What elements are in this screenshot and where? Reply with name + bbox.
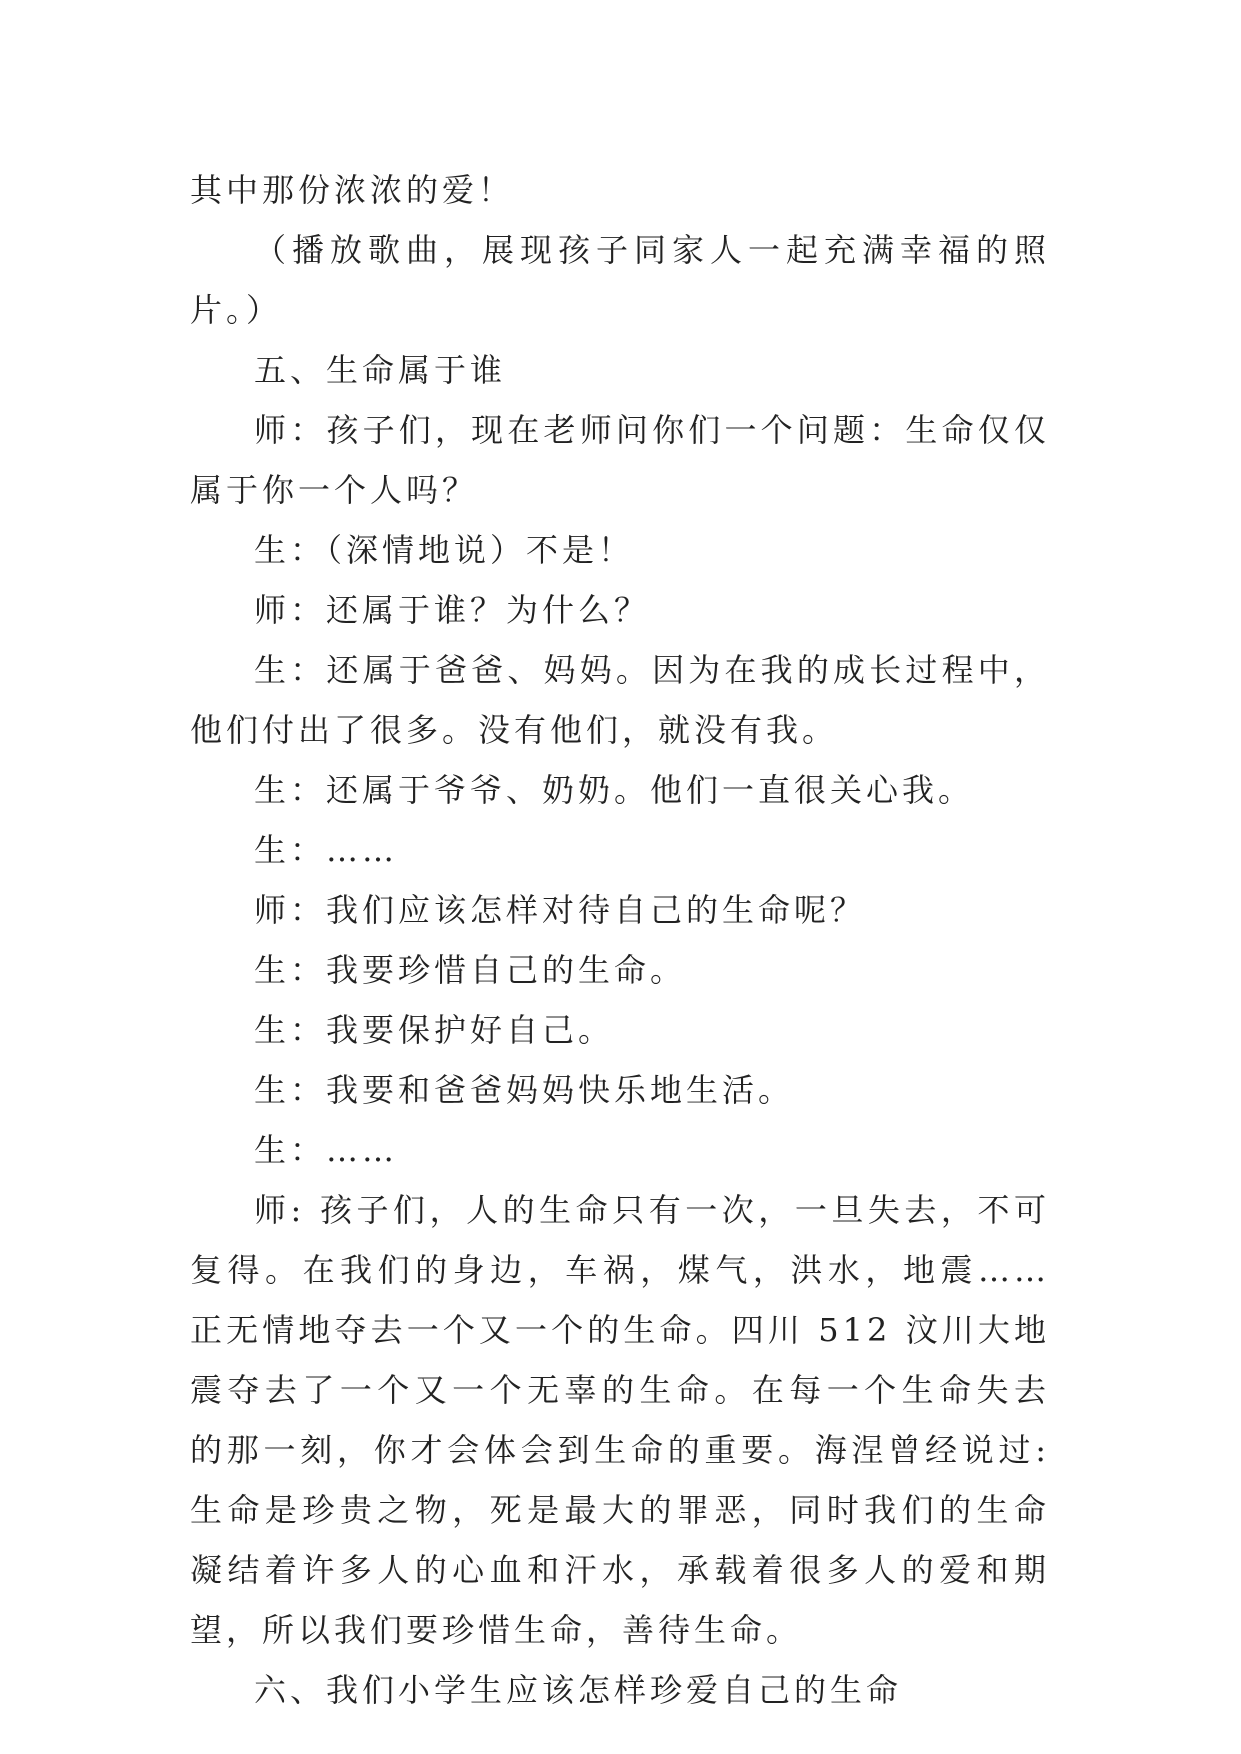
teacher-summary-paragraph: 师: 孩子们，人的生命只有一次，一旦失去，不可复得。在我们的身边，车祸，煤气，洪水，地震……正无情地夺去一个又一个的生命。四川 512 汶川大地震夺去了一个又一个无辜的生命。在每一个生命失去的那一刻，你才会体会到生命的重要。海涅曾经说过:生命是珍贵之物，死是最大的罪恶，同时我们的生命凝结着许多人的心血和汗水，承载着很多人的爱和期望，所以我们要珍惜生命，善待生命。 [190, 1191, 1050, 1649]
section-heading-five: 五、生命属于谁 [254, 351, 507, 389]
document-body [190, 160, 1050, 1720]
dialogue-line: 生：我要珍惜自己的生命。 [254, 951, 687, 989]
dialogue-line: 师：我们应该怎样对待自己的生命呢？ [254, 891, 867, 929]
dialogue-line: 生：…… [254, 1131, 399, 1169]
section-heading-six: 六、我们小学生应该怎样珍爱自己的生命 [254, 1671, 903, 1709]
dialogue-line: 生：我要保护好自己。 [254, 1011, 615, 1049]
dialogue-line: 生：我要和爸爸妈妈快乐地生活。 [254, 1071, 795, 1109]
paragraph-continuation: 其中那份浓浓的爱！ [190, 171, 515, 209]
dialogue-line: 生：…… [254, 831, 399, 869]
paragraph-stage-direction: （播放歌曲，展现孩子同家人一起充满幸福的照片。） [190, 231, 1050, 329]
dialogue-line: 师：还属于谁？为什么？ [254, 591, 651, 629]
dialogue-line: 生：（深情地说）不是！ [254, 531, 635, 569]
dialogue-line: 生：还属于爷爷、奶奶。他们一直很关心我。 [254, 771, 975, 809]
dialogue-line: 生：还属于爸爸、妈妈。因为在我的成长过程中，他们付出了很多。没有他们，就没有我。 [190, 651, 1050, 749]
dialogue-line: 师：孩子们，现在老师问你们一个问题：生命仅仅属于你一个人吗？ [190, 411, 1050, 509]
